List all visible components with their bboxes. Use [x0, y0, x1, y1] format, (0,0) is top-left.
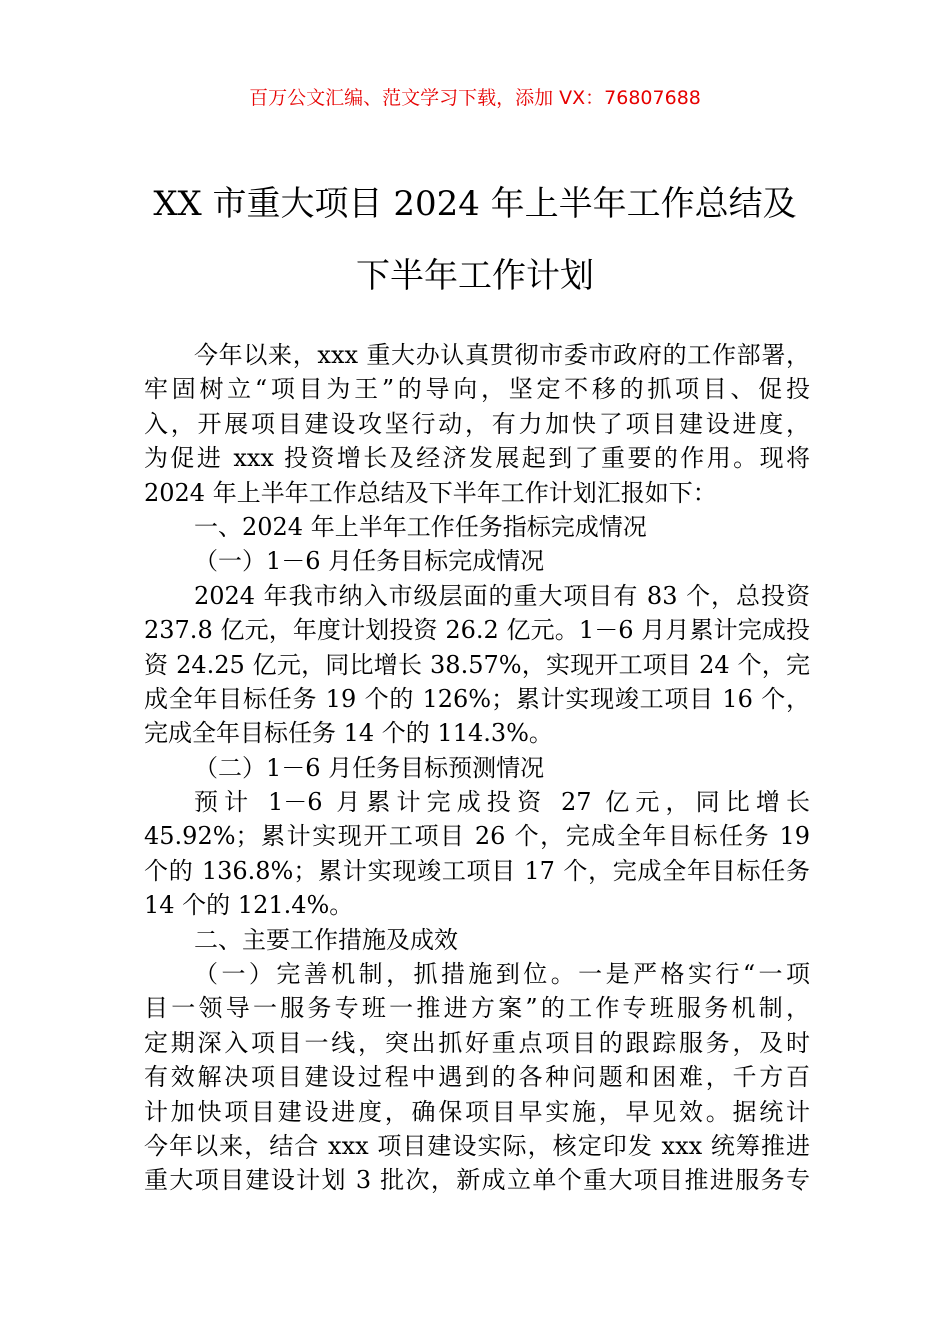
paragraph-line: 今年以来，xxx 重大办认真贯彻市委市政府的工作部署， — [194, 341, 810, 369]
paragraph-line: 有效解决项目建设过程中遇到的各种问题和困难，千方百 — [144, 1063, 810, 1092]
paragraph-line: 今年以来，结合 xxx 项目建设实际，核定印发 xxx 统筹推进 — [144, 1131, 810, 1160]
paragraph-line: 完成全年目标任务 14 个的 114.3%。 — [144, 719, 553, 748]
title-line-1: XX 市重大项目 2024 年上半年工作总结及 — [153, 184, 797, 224]
paragraph-line: 45.92%；累计实现开工项目 26 个，完成全年目标任务 19 — [144, 822, 810, 851]
paragraph-line: 成全年目标任务 19 个的 126%；累计实现竣工项目 16 个， — [144, 684, 810, 713]
subsection-heading: （一）1－6 月任务目标完成情况 — [194, 547, 545, 576]
paragraph-line: 14 个的 121.4%。 — [144, 891, 354, 920]
paragraph-line: 237.8 亿元，年度计划投资 26.2 亿元。1－6 月月累计完成投 — [144, 616, 810, 645]
paragraph-line: 牢固树立“项目为王”的导向，坚定不移的抓项目、促投 — [144, 375, 810, 404]
paragraph-line: 2024 年上半年工作总结及下半年工作计划汇报如下： — [144, 478, 717, 507]
subsection-heading: （二）1－6 月任务目标预测情况 — [194, 753, 545, 782]
watermark-header: 百万公文汇编、范文学习下载，添加 VX：76807688 — [249, 87, 701, 109]
section-heading: 一、2024 年上半年工作任务指标完成情况 — [194, 512, 647, 541]
paragraph-line: 2024 年我市纳入市级层面的重大项目有 83 个，总投资 — [194, 581, 810, 610]
document-body — [144, 338, 810, 1198]
paragraph-line: 计加快项目建设进度，确保项目早实施，早见效。据统计 — [144, 1097, 810, 1126]
paragraph-line: 个的 136.8%；累计实现竣工项目 17 个，完成全年目标任务 — [144, 856, 810, 885]
document-title — [100, 168, 850, 312]
paragraph-line: 预计 1－6 月累计完成投资 27 亿元，同比增长 — [194, 788, 810, 817]
paragraph-line: 入，开展项目建设攻坚行动，有力加快了项目建设进度， — [144, 409, 810, 438]
section-heading: 二、主要工作措施及成效 — [194, 925, 458, 954]
title-line-2: 下半年工作计划 — [356, 256, 594, 296]
paragraph-line: 目一领导一服务专班一推进方案”的工作专班服务机制， — [144, 994, 810, 1023]
paragraph-line: （一）完善机制，抓措施到位。一是严格实行“一项 — [194, 960, 810, 989]
paragraph-line: 定期深入项目一线，突出抓好重点项目的跟踪服务，及时 — [144, 1028, 810, 1057]
paragraph-line: 重大项目建设计划 3 批次，新成立单个重大项目推进服务专 — [144, 1166, 810, 1195]
paragraph-line: 资 24.25 亿元，同比增长 38.57%，实现开工项目 24 个，完 — [144, 650, 810, 679]
paragraph-line: 为促进 xxx 投资增长及经济发展起到了重要的作用。现将 — [144, 444, 810, 473]
